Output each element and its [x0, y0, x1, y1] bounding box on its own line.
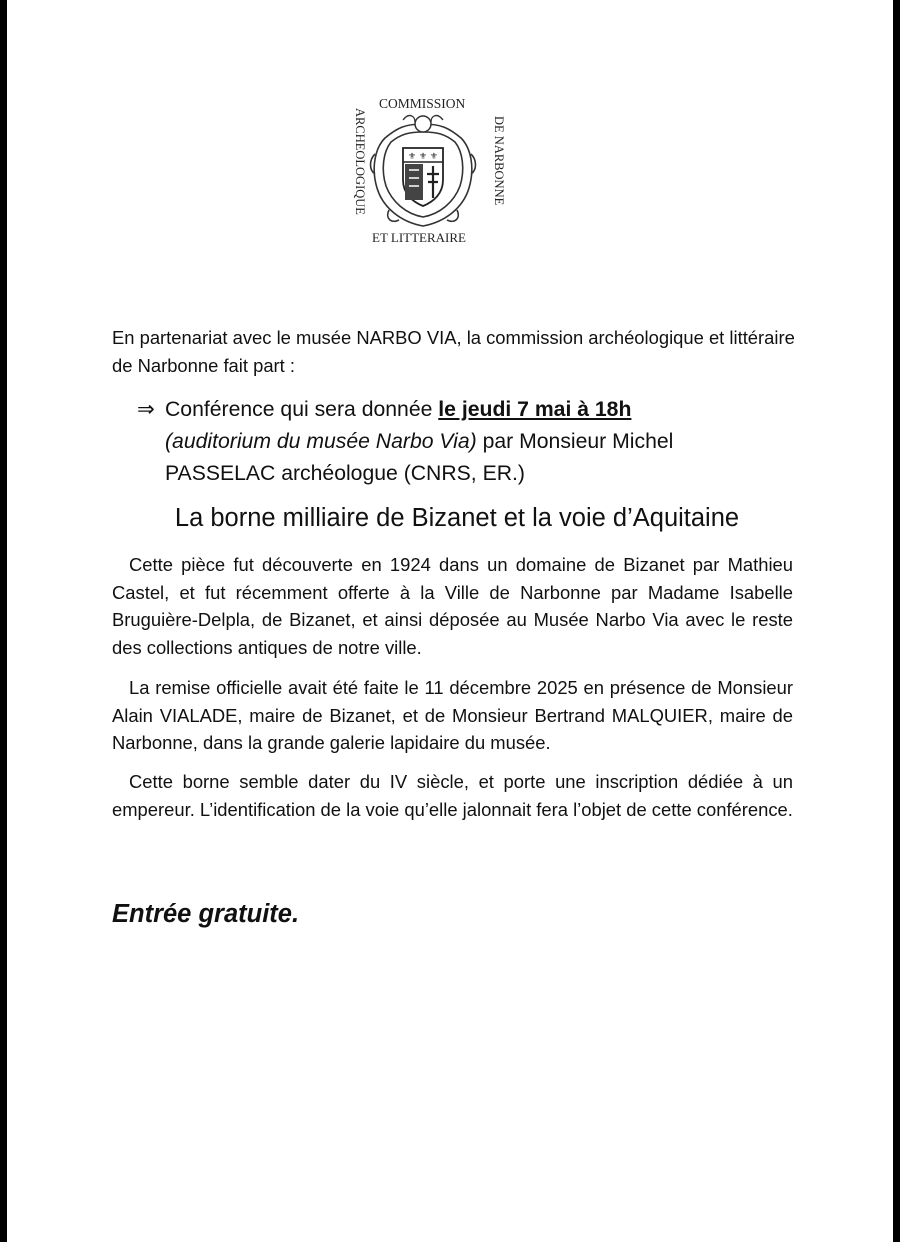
- event-announcement: [137, 394, 777, 490]
- intro-text: En partenariat avec le musée NARBO VIA, la commission archéologique et littéraire de Narbonne fait part :: [112, 327, 795, 376]
- commission-logo: [345, 90, 513, 248]
- event-venue: (auditorium du musée Narbo Via): [165, 430, 477, 453]
- arrow-icon: ⇒: [137, 398, 155, 421]
- logo-text-bottom: ET LITTERAIRE: [372, 230, 466, 245]
- logo-text-left: ARCHEOLOGIQUE: [353, 108, 367, 215]
- document-page: [7, 0, 893, 1242]
- conference-title: La borne milliaire de Bizanet et la voie d’Aquitaine: [174, 504, 740, 532]
- free-entry-text: Entrée gratuite.: [112, 900, 300, 928]
- paragraph-inscription: Cette borne semble dater du IV siècle, et porte une inscription dédiée à un empereur. L’identification de la voie qu’elle jalonnait fera l’objet de cette conférence.: [112, 771, 793, 820]
- coat-of-arms-emblem: [345, 90, 513, 248]
- event-speaker: par Monsieur Michel PASSELAC archéologue (CNRS, ER.): [165, 430, 674, 485]
- paragraph-ceremony: La remise officielle avait été faite le 11 décembre 2025 en présence de Monsieur Alain VIALADE, maire de Bizanet, et de Monsieur Bertrand MALQUIER, maire de Narbonne, dans la grande galerie lapidaire du musée.: [112, 677, 793, 754]
- paragraph-discovery: Cette pièce fut découverte en 1924 dans un domaine de Bizanet par Mathieu Castel, et fut récemment offerte à la Ville de Narbonne par Madame Isabelle Bruguière-Delpla, de Bizanet, et ainsi déposée au Musée Narbo Via avec le reste des collections antiques de notre ville.: [112, 554, 793, 658]
- svg-text:⚜ ⚜ ⚜: ⚜ ⚜ ⚜: [408, 152, 438, 162]
- event-date: le jeudi 7 mai à 18h: [438, 398, 632, 421]
- logo-text-right: DE NARBONNE: [492, 116, 506, 206]
- event-lead: Conférence qui sera donnée: [165, 398, 439, 421]
- logo-text-top: COMMISSION: [379, 96, 466, 111]
- event-details: [165, 394, 777, 490]
